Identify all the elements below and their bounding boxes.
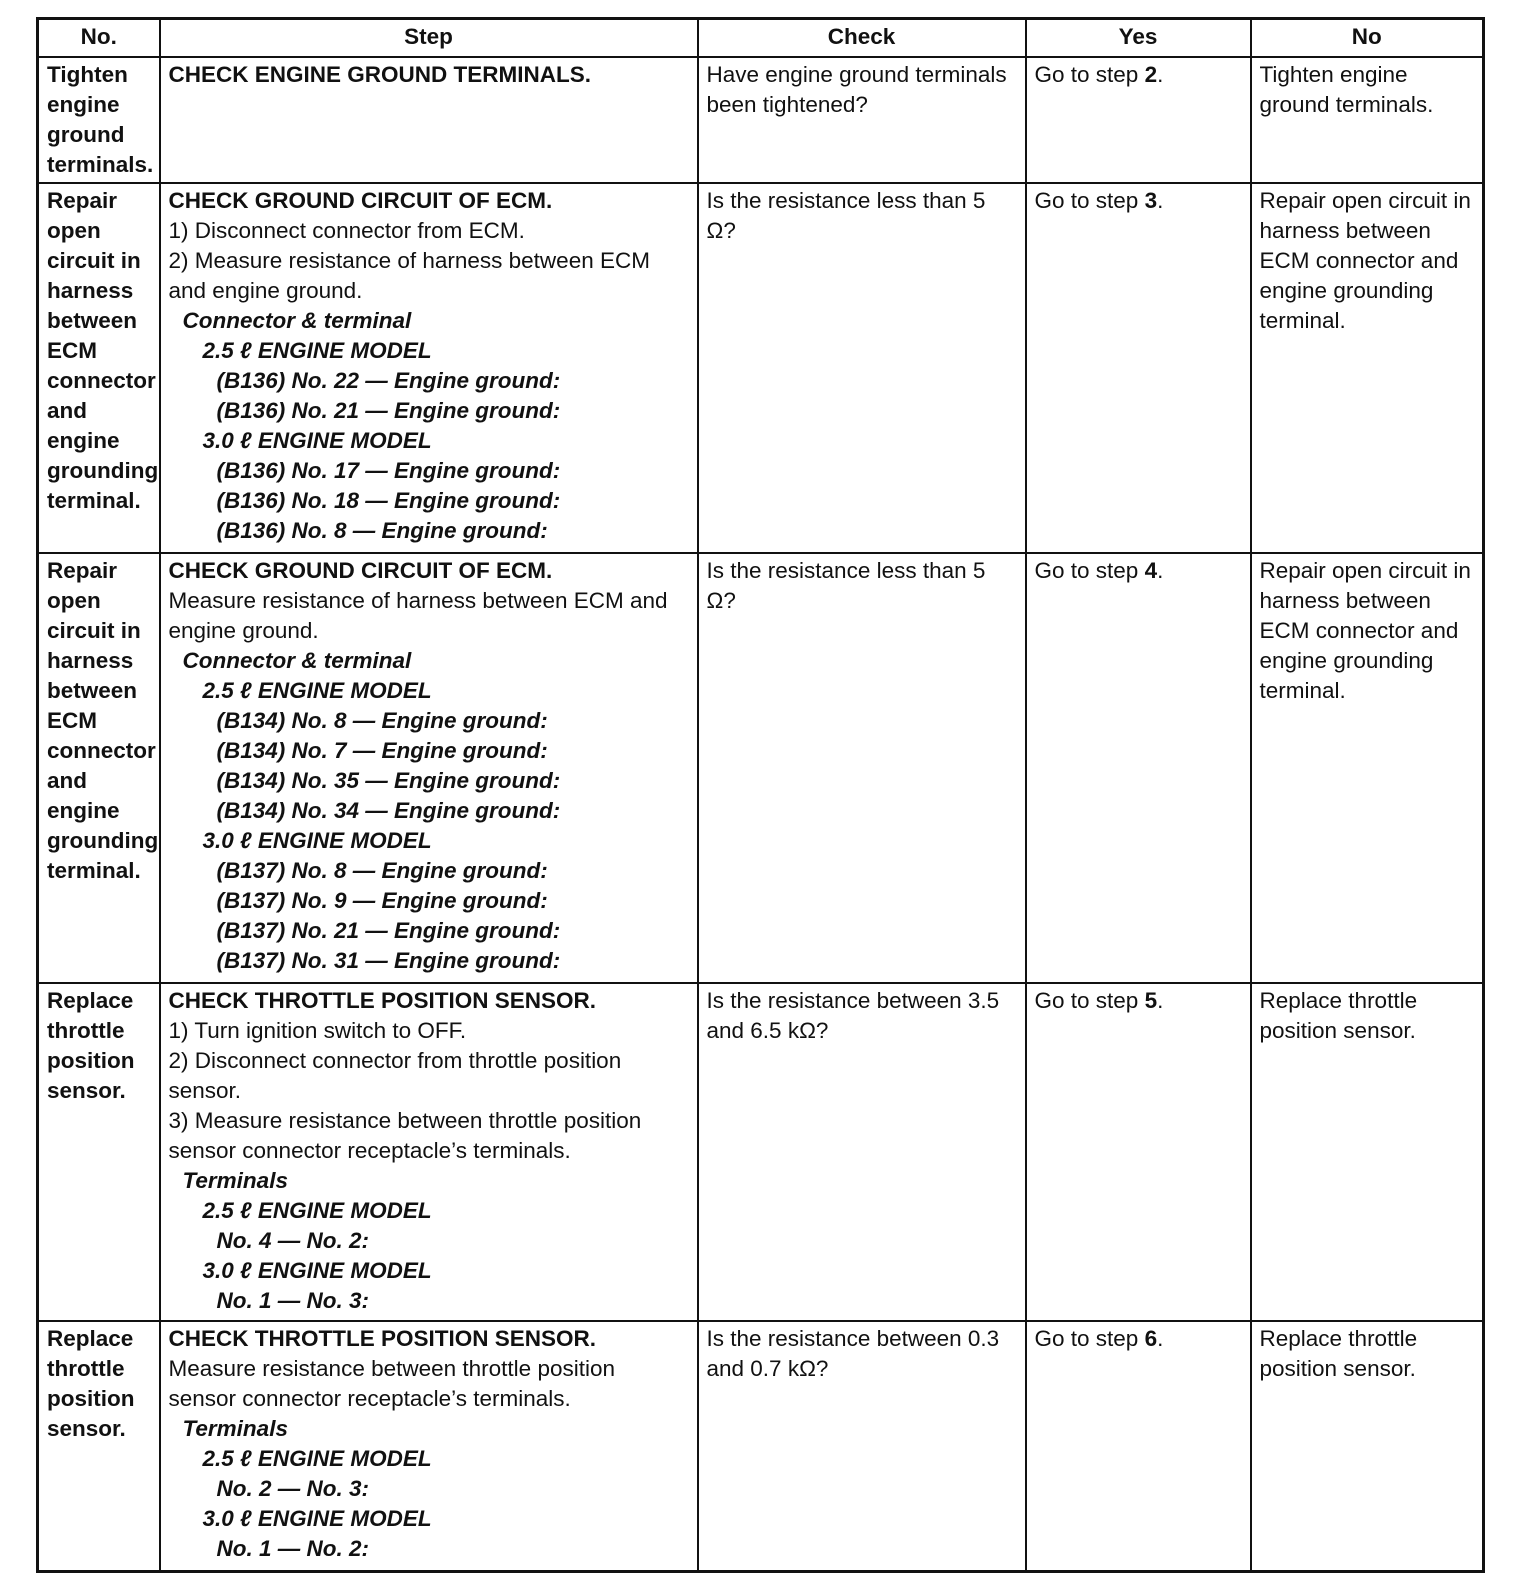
step-title: CHECK ENGINE GROUND TERMINALS. [168,62,592,87]
no-cell: Repair open circuit in harness between ECM connector and engine grounding terminal. [1251,183,1484,553]
row-number: Replace throttle position sensor. [38,1321,160,1571]
step-spec-line: (B136) No. 22 — Engine ground: [216,368,561,393]
table-body [38,57,1484,1571]
no-cell: Replace throttle position sensor. [1251,983,1484,1321]
step-cell [160,57,698,183]
step-instruction: 1) Disconnect connector from ECM. [168,218,525,243]
step-spec-line: (B136) No. 17 — Engine ground: [216,458,561,483]
row-number: Tighten engine ground terminals. [38,57,160,183]
step-instruction: 2) Measure resistance of harness between ECM and engine ground. [168,248,650,303]
yes-cell [1026,57,1251,183]
table-row [38,1321,1484,1571]
no-cell: Repair open circuit in harness between ECM connector and engine grounding terminal. [1251,553,1484,983]
step-spec-line: (B137) No. 9 — Engine ground: [216,888,548,913]
step-title: CHECK GROUND CIRCUIT OF ECM. [168,558,553,583]
yes-cell [1026,983,1251,1321]
step-spec-line: No. 4 — No. 2: [216,1228,370,1253]
table-row [38,183,1484,553]
yes-cell [1026,1321,1251,1571]
step-title: CHECK THROTTLE POSITION SENSOR. [168,1326,597,1351]
step-spec-line: 3.0 ℓ ENGINE MODEL [202,428,432,453]
yes-step-number: 5 [1144,988,1158,1013]
step-instruction: Measure resistance between throttle position sensor connector receptacle’s terminals. [168,1356,615,1411]
step-spec-line: No. 2 — No. 3: [216,1476,370,1501]
step-spec-line: (B134) No. 35 — Engine ground: [216,768,561,793]
step-spec-line: 3.0 ℓ ENGINE MODEL [202,1258,432,1283]
step-instruction: 2) Disconnect connector from throttle position sensor. [168,1048,622,1103]
step-spec-line: (B136) No. 21 — Engine ground: [216,398,561,423]
step-spec-line: 2.5 ℓ ENGINE MODEL [202,1198,432,1223]
step-spec-line: No. 1 — No. 3: [216,1288,370,1313]
no-cell: Replace throttle position sensor. [1251,1321,1484,1571]
step-spec-line: 2.5 ℓ ENGINE MODEL [202,1446,432,1471]
step-spec-line: (B136) No. 18 — Engine ground: [216,488,561,513]
yes-suffix: . [1157,62,1164,87]
yes-step-number: 6 [1144,1326,1158,1351]
header-check: Check [698,19,1026,58]
step-spec-line: (B136) No. 8 — Engine ground: [216,518,548,543]
step-spec-line: (B137) No. 21 — Engine ground: [216,918,561,943]
step-spec-line: 3.0 ℓ ENGINE MODEL [202,1506,432,1531]
yes-text: Go to step [1034,62,1145,87]
step-instruction: 1) Turn ignition switch to OFF. [168,1018,467,1043]
yes-cell [1026,553,1251,983]
check-cell: Is the resistance less than 5 Ω? [698,553,1026,983]
yes-text: Go to step [1034,1326,1145,1351]
row-number: Replace throttle position sensor. [38,983,160,1321]
step-spec-line: Terminals [182,1416,288,1441]
header-row [38,19,1484,58]
header-yes: Yes [1026,19,1251,58]
step-spec-line: 3.0 ℓ ENGINE MODEL [202,828,432,853]
step-spec-line: (B134) No. 34 — Engine ground: [216,798,561,823]
diagnostic-table [36,17,1485,1573]
yes-suffix: . [1157,988,1164,1013]
table-row [38,983,1484,1321]
yes-suffix: . [1157,558,1164,583]
step-instruction: 3) Measure resistance between throttle position sensor connector receptacle’s terminals. [168,1108,642,1163]
check-cell: Have engine ground terminals been tightened? [698,57,1026,183]
step-cell [160,183,698,553]
step-cell [160,1321,698,1571]
step-spec-line: (B134) No. 7 — Engine ground: [216,738,548,763]
step-spec-line: (B134) No. 8 — Engine ground: [216,708,548,733]
yes-step-number: 3 [1144,188,1158,213]
yes-cell [1026,183,1251,553]
yes-text: Go to step [1034,188,1145,213]
table-row [38,57,1484,183]
step-instruction: Measure resistance of harness between ECM and engine ground. [168,588,668,643]
step-spec-line: Connector & terminal [182,648,412,673]
yes-step-number: 4 [1144,558,1158,583]
step-spec-line: (B137) No. 8 — Engine ground: [216,858,548,883]
step-spec-line: No. 1 — No. 2: [216,1536,370,1561]
step-spec-line: (B137) No. 31 — Engine ground: [216,948,561,973]
yes-suffix: . [1157,1326,1164,1351]
yes-suffix: . [1157,188,1164,213]
step-cell [160,553,698,983]
no-cell: Tighten engine ground terminals. [1251,57,1484,183]
step-spec-line: 2.5 ℓ ENGINE MODEL [202,678,432,703]
step-spec-line: Terminals [182,1168,288,1193]
row-number: Repair open circuit in harness between ECM connector and engine grounding terminal. [38,183,160,553]
row-number: Repair open circuit in harness between ECM connector and engine grounding terminal. [38,553,160,983]
yes-step-number: 2 [1144,62,1158,87]
step-title: CHECK THROTTLE POSITION SENSOR. [168,988,597,1013]
header-no-action: No [1251,19,1484,58]
table-row [38,553,1484,983]
step-spec-line: Connector & terminal [182,308,412,333]
check-cell: Is the resistance between 0.3 and 0.7 kΩ? [698,1321,1026,1571]
yes-text: Go to step [1034,558,1145,583]
yes-text: Go to step [1034,988,1145,1013]
step-cell [160,983,698,1321]
header-step: Step [160,19,698,58]
check-cell: Is the resistance less than 5 Ω? [698,183,1026,553]
check-cell: Is the resistance between 3.5 and 6.5 kΩ? [698,983,1026,1321]
header-no: No. [38,19,160,58]
step-title: CHECK GROUND CIRCUIT OF ECM. [168,188,553,213]
step-spec-line: 2.5 ℓ ENGINE MODEL [202,338,432,363]
